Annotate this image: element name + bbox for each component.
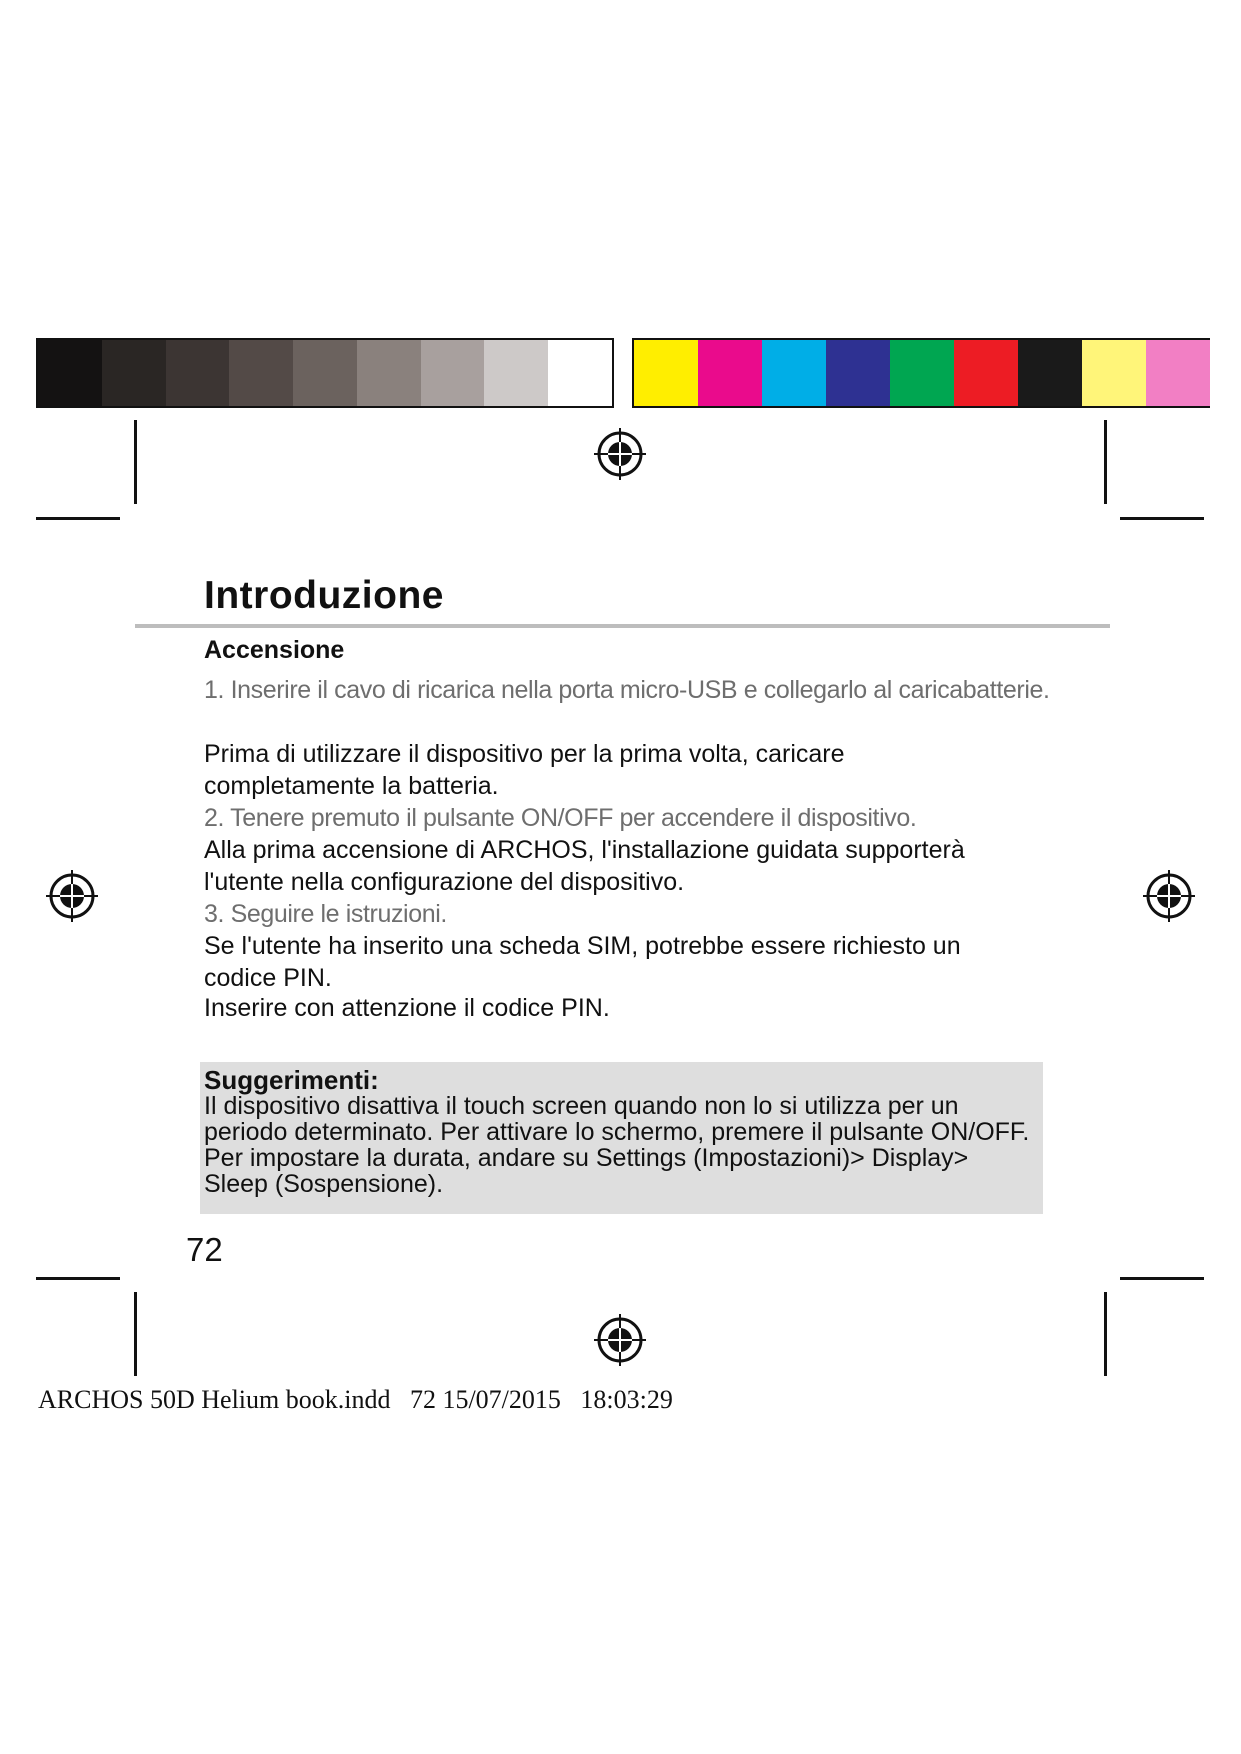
- title-divider: [135, 624, 1110, 628]
- gray-swatch: [102, 340, 166, 406]
- note-4-text: Inserire con attenzione il codice PIN.: [204, 994, 610, 1022]
- color-swatch: [954, 340, 1018, 406]
- step-1-text: 1. Inserire il cavo di ricarica nella porta micro-USB e collegarlo al caricabatterie.: [204, 676, 1050, 704]
- gray-swatch: [38, 340, 102, 406]
- page-title: Introduzione: [204, 574, 444, 617]
- crop-mark-top-right-vertical: [1104, 420, 1107, 504]
- color-swatch: [762, 340, 826, 406]
- color-swatch: [698, 340, 762, 406]
- note-1-text: Prima di utilizzare il dispositivo per la prima volta, caricare completamente la batteria.: [204, 740, 845, 800]
- color-swatch: [1146, 340, 1210, 406]
- gray-swatch: [548, 340, 612, 406]
- page-number: 72: [186, 1231, 223, 1268]
- crop-mark-bottom-right-horizontal: [1120, 1277, 1204, 1280]
- gray-swatch: [484, 340, 548, 406]
- step-2-text: 2. Tenere premuto il pulsante ON/OFF per accendere il dispositivo.: [204, 804, 917, 832]
- color-swatch: [826, 340, 890, 406]
- color-swatch: [890, 340, 954, 406]
- color-swatch: [1018, 340, 1082, 406]
- registration-mark-top-icon: [592, 426, 648, 482]
- print-slug-line: ARCHOS 50D Helium book.indd 72 15/07/2015 18:03:29: [38, 1385, 673, 1414]
- tip-text: Il dispositivo disattiva il touch screen quando non lo si utilizza per un periodo determinato. Per attivare lo schermo, premere il pulsante ON/OFF. Per impostare la durata, andare su Settings (Impostazioni)> Display> Sleep (Sospensione).: [204, 1092, 1030, 1198]
- crop-mark-top-left-vertical: [134, 420, 137, 504]
- gray-swatch: [421, 340, 485, 406]
- crop-mark-top-right-horizontal: [1120, 517, 1204, 520]
- gray-swatch: [166, 340, 230, 406]
- color-swatch: [634, 340, 698, 406]
- tip-title: Suggerimenti:: [204, 1065, 379, 1095]
- step-3-text: 3. Seguire le istruzioni.: [204, 900, 447, 928]
- crop-mark-top-left-horizontal: [36, 517, 120, 520]
- process-color-bar: [632, 338, 1210, 408]
- color-swatch: [1082, 340, 1146, 406]
- note-2-text: Alla prima accensione di ARCHOS, l'installazione guidata supporterà l'utente nella configurazione del dispositivo.: [204, 836, 965, 896]
- registration-mark-bottom-icon: [592, 1312, 648, 1368]
- registration-mark-left-icon: [44, 868, 100, 924]
- crop-mark-bottom-left-vertical: [134, 1292, 137, 1376]
- registration-mark-right-icon: [1141, 868, 1197, 924]
- gray-swatch: [357, 340, 421, 406]
- gray-swatch: [229, 340, 293, 406]
- section-heading: Accensione: [204, 636, 345, 664]
- grayscale-color-bar: [36, 338, 614, 408]
- crop-mark-bottom-left-horizontal: [36, 1277, 120, 1280]
- gray-swatch: [293, 340, 357, 406]
- crop-mark-bottom-right-vertical: [1104, 1292, 1107, 1376]
- note-3-text: Se l'utente ha inserito una scheda SIM, potrebbe essere richiesto un codice PIN.: [204, 932, 961, 992]
